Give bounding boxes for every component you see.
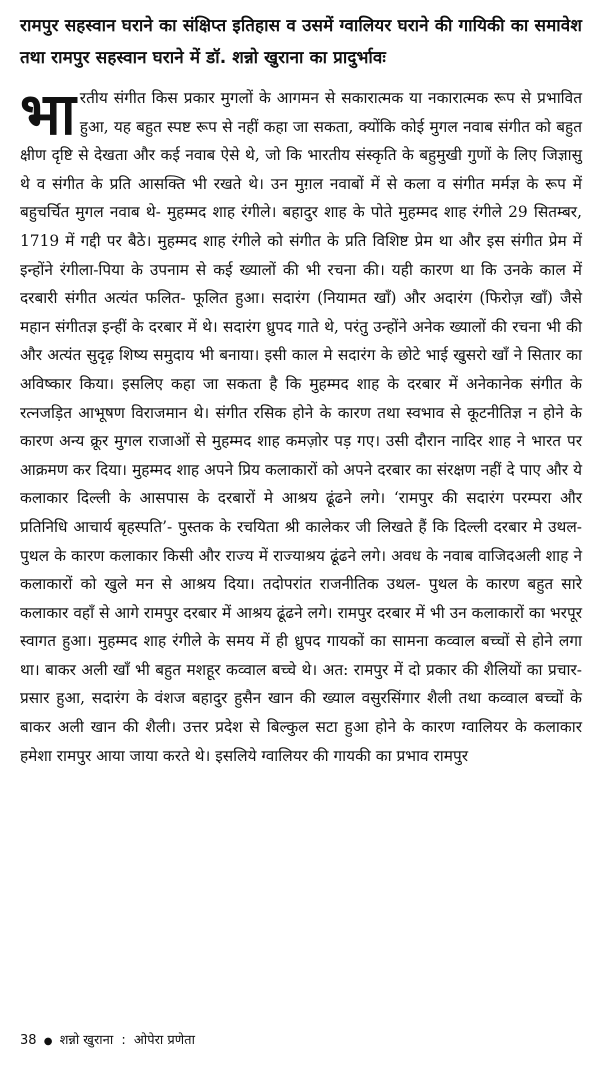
footer-separator: : [121, 1033, 126, 1048]
page-footer [20, 1031, 195, 1052]
bullet-icon: ● [43, 1036, 53, 1047]
footer-book-title: ओपेरा प्रणेता [133, 1033, 195, 1048]
footer-author: शन्नो खुराना [59, 1033, 114, 1048]
body-text: रतीय संगीत किस प्रकार मुगलों के आगमन से सकारात्मक या नकारात्मक रूप से प्रभावित हुआ, यह बहुत स्पष्ट रूप से नहीं कहा जा सकता, क्योंकि कोई मुगल नवाब संगीत को बहुत क्षीण दृष्टि से देखता और कई नवाब ऐसे थे, जो कि भारतीय संस्कृति के बहुमुखी गुणों के लिए जिज्ञासु थे व संगीत के प्रति आसक्ति भी रखते थे। उन मुग़ल नवाबों में से कला व संगीत मर्मज्ञ के रूप में बहुचर्चित मुगल नवाब थे- मुहम्मद शाह रंगीले। बहादुर शाह के पोते मुहम्मद शाह रंगीले 29 सितम्बर, 1719 में गद्दी पर बैठे। मुहम्मद शाह रंगीले को संगीत के प्रति विशिष्ट प्रेम था और इस संगीत प्रेम में इन्होंने रंगीला-पिया के उपनाम से कई ख्यालों की भी रचना की। यही कारण था कि उनके काल में दरबारी संगीत अत्यंत फलित- फूलित हुआ। सदारंग (नियामत खाँ) और अदारंग (फिरोज़ खाँ) जैसे महान संगीतज्ञ इन्हीं के दरबार में थे। सदारंग ध्रुपद गाते थे, परंतु उन्होंने अनेक ख्यालों की रचना भी की और अत्यंत सुदृढ़ शिष्य समुदाय भी बनाया। इसी काल मे सदारंग के छोटे भाई खुसरो खाँ ने सितार का अविष्कार किया। इसलिए कहा जा सकता है कि मुहम्मद शाह के दरबार में अनेकानेक संगीत के रत्नजड़ित आभूषण विराजमान थे। संगीत रसिक होने के कारण तथा स्वभाव से कूटनीतिज्ञ न होने के कारण अन्य क्रूर मुगल राजाओं से मुहम्मद शाह कमज़ोर पड़ गए। उसी दौरान नादिर शाह ने भारत पर आक्रमण कर दिया। मुहम्मद शाह अपने प्रिय कलाकारों को अपने दरबार का संरक्षण नहीं दे पाए और ये कलाकार दिल्ली के आसपास के दरबारों मे आश्रय ढूंढने लगे। ‘रामपुर की सदारंग परम्परा और प्रतिनिधि आचार्य बृहस्पति’- पुस्तक के रचयिता श्री कालेकर जी लिखते हैं कि दिल्ली दरबार मे उथल-पुथल के कारण कलाकार किसी और राज्य में राज्याश्रय ढूंढने लगे। अवध के नवाब वाजिदअली शाह ने कलाकारों को खुले मन से आश्रय दिया। तदोपरांत राजनीतिक उथल- पुथल के कारण बहुत सारे कलाकार वहाँ से आगे रामपुर दरबार में आश्रय ढूंढने लगे। रामपुर दरबार में भी उन कलाकारों का भरपूर स्वागत हुआ। मुहम्मद शाह रंगीले के समय में ही ध्रुपद गायकों का सामना कव्वाल बच्चों से होने लगा था। बाकर अली खाँ भी बहुत मशहूर कव्वाल बच्चे थे। अत: रामपुर में दो प्रकार की शैलियों का प्रचार-प्रसार हुआ, सदारंग के वंशज बहादुर हुसैन खान की ख्याल वसुरसिंगार शैली तथा कव्वाल बच्चों के बाकर अली खान की शैली। उत्तर प्रदेश से बिल्कुल सटा हुआ होने के कारण ग्वालियर के कलाकार हमेशा रामपुर आया जाया करते थे। इसलिये ग्वालियर की गायकी का प्रभाव रामपुर [20, 89, 582, 765]
section-heading: रामपुर सहस्वान घराने का संक्षिप्त इतिहास व उसमें ग्वालियर घराने की गायिकी का समावेश तथा रामपुर सहस्वान घराने में डॉ. शन्नो खुराना का प्रादुर्भावः [20, 16, 582, 68]
body-paragraph [20, 80, 582, 770]
drop-cap: भा [20, 80, 76, 148]
page-content [20, 10, 582, 770]
page-number: 38 [20, 1033, 37, 1048]
